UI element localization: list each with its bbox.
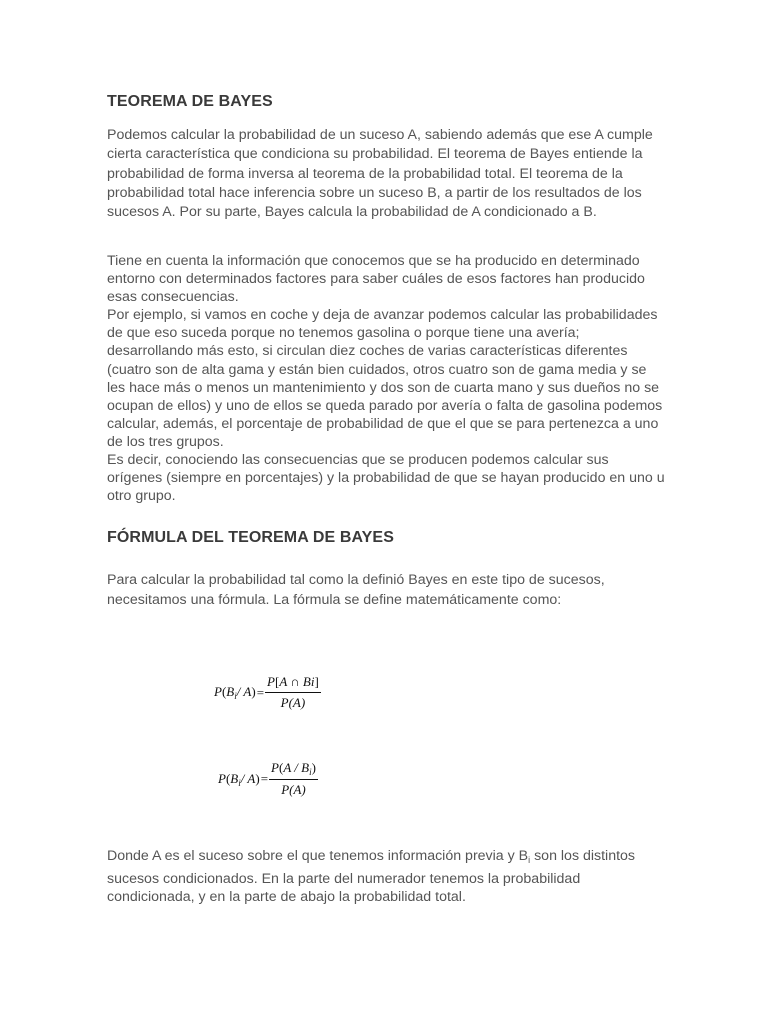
bayes-formula-conditional: [218, 760, 318, 798]
intro-paragraph: Podemos calcular la probabilidad de un suceso A, sabiendo además que ese A cumple cierta característica que condiciona su probabilidad. El teorema de Bayes entiende la probabilidad de forma inversa al teorema de la probabilidad total. El teorema de la probabilidad total hace inferencia sobre un suceso B, a partir de los resultados de los sucesos A. Por su parte, Bayes calcula la probabilidad de A condicionado a B.: [107, 127, 653, 221]
section-title-bayes-theorem: TEOREMA DE BAYES: [107, 93, 273, 110]
explanation-subscript: i: [528, 855, 531, 865]
explanation-text-before: Donde A es el suceso sobre el que tenemos información previa y B: [107, 848, 529, 864]
formula-explanation-paragraph: [107, 847, 667, 907]
formula1-lhs: $P(B_i/$ A): [214, 684, 256, 701]
formula1-fraction: [265, 674, 321, 711]
formula2-equals: =: [260, 771, 269, 786]
formula2-denominator: P(A): [281, 782, 306, 797]
example-text: Por ejemplo, si vamos en coche y deja de avanzar podemos calcular las probabilidades de que eso suceda porque no tenemos gasolina o porque tiene una avería; desarrollando más esto, si circulan diez coches de varias características diferentes (cuatro son de alta gama y están bien cuidados, otros cuatro son de gama media y se les hace más o menos un mantenimiento y dos son de cuarta mano y sus dueños no se ocupan de ellos) y uno de ellos se queda parado por avería o falta de gasolina podemos calcular, además, el porcentaje de probabilidad de que el que se para pertenezca a uno de los tres grupos.: [107, 307, 663, 450]
formula1-numerator: P[A ∩ Bi]: [265, 674, 321, 693]
bayes-formula-intersection: [214, 674, 321, 711]
formula2-numerator: $P(A / B_i)$: [269, 760, 318, 780]
conclusion-text: Es decir, conociendo las consecuencias que se producen podemos calcular sus orígenes (siempre en porcentajes) y la probabilidad de que se hayan producido en uno u otro grupo.: [107, 452, 665, 505]
formula-intro-paragraph: Para calcular la probabilidad tal como la definió Bayes en este tipo de sucesos, necesitamos una fórmula. La fórmula se define matemáticamente como:: [107, 572, 605, 608]
context-paragraph: [107, 252, 667, 505]
section-title-formula: FÓRMULA DEL TEOREMA DE BAYES: [107, 529, 394, 546]
formula1-denominator: P(A): [280, 695, 306, 710]
formula2-lhs: $P(B_i/$ A): [218, 770, 260, 788]
formula1-equals: =: [256, 684, 265, 700]
context-text-1: Tiene en cuenta la información que conocemos que se ha producido en determinado entorno con determinados factores para saber cuáles de esos factores han producido esas consecuencias.: [107, 253, 645, 306]
explanation-text-after: son los distintos sucesos condicionados. En la parte del numerador tenemos la probabilidad condicionada, y en la parte de abajo la probabilidad total.: [107, 848, 636, 905]
formula2-fraction: [269, 760, 318, 798]
